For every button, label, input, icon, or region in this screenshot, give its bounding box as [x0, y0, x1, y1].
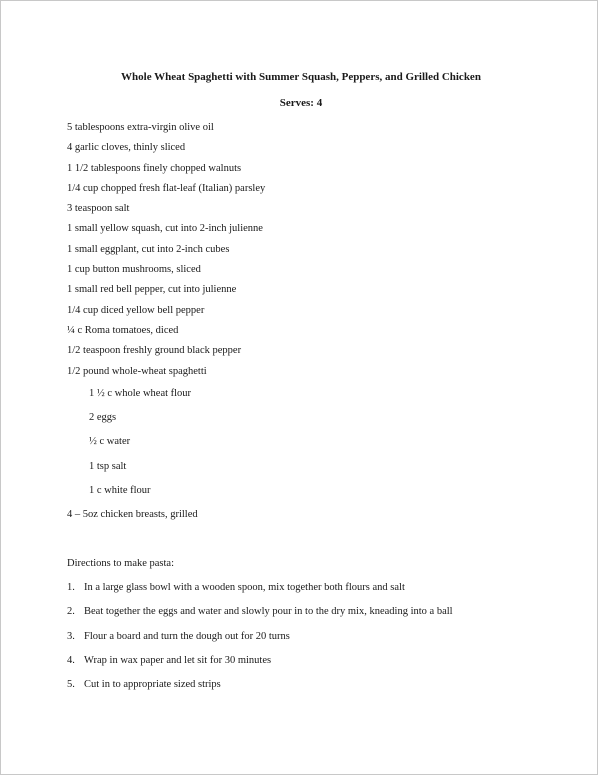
- ingredient-item: 1 small yellow squash, cut into 2-inch julienne: [67, 223, 263, 235]
- ingredient-item: 1 cup button mushrooms, sliced: [67, 264, 201, 276]
- ingredient-item: ¼ c Roma tomatoes, diced: [67, 324, 179, 336]
- pasta-ingredient-item: 1 tsp salt: [89, 460, 127, 472]
- step-text: Beat together the eggs and water and slowly pour in to the dry mix, kneading into a ball: [84, 606, 453, 618]
- step-text: In a large glass bowl with a wooden spoon, mix together both flours and salt: [84, 582, 405, 593]
- ingredient-list: [67, 121, 265, 385]
- ingredient-item: 1 1/2 tablespoons finely chopped walnuts: [67, 162, 242, 174]
- ingredient-item: 1/4 cup chopped fresh flat-leaf (Italian) parsley: [67, 182, 266, 194]
- step-number: 1.: [67, 582, 75, 593]
- directions-heading: Directions to make pasta:: [67, 558, 175, 569]
- ingredient-item: 1/2 pound whole-wheat spaghetti: [67, 365, 207, 377]
- pasta-ingredient-list: [89, 387, 191, 508]
- pasta-ingredient-item: ½ c water: [89, 436, 131, 448]
- pasta-ingredient-item: 1 ½ c whole wheat flour: [89, 388, 192, 399]
- ingredient-item: 4 garlic cloves, thinly sliced: [67, 142, 186, 154]
- direction-step: [67, 678, 453, 702]
- pasta-ingredient-item: 2 eggs: [89, 412, 117, 424]
- direction-step: [67, 605, 453, 629]
- ingredient-item: 1/2 teaspoon freshly ground black pepper: [67, 345, 242, 357]
- step-text: Cut in to appropriate sized strips: [84, 679, 221, 691]
- ingredient-item: 1/4 cup diced yellow bell pepper: [67, 304, 205, 316]
- ingredient-item: 3 teaspoon salt: [67, 203, 130, 215]
- recipe-title: Whole Wheat Spaghetti with Summer Squash, Peppers, and Grilled Chicken: [121, 71, 481, 83]
- direction-step: [67, 630, 453, 654]
- direction-step: [67, 581, 453, 605]
- ingredient-item: 1 small red bell pepper, cut into julienne: [67, 284, 237, 296]
- ingredient-item: 1 small eggplant, cut into 2-inch cubes: [67, 243, 230, 255]
- chicken-ingredient: 4 – 5oz chicken breasts, grilled: [67, 509, 198, 520]
- ingredient-item: 5 tablespoons extra-virgin olive oil: [67, 122, 214, 133]
- step-number: 5.: [67, 679, 75, 691]
- recipe-serves: Serves: 4: [279, 97, 323, 109]
- step-number: 3.: [67, 630, 75, 642]
- step-text: Flour a board and turn the dough out for 20 turns: [84, 630, 290, 642]
- directions-list: [67, 581, 453, 702]
- step-text: Wrap in wax paper and let sit for 30 minutes: [84, 654, 272, 666]
- direction-step: [67, 654, 453, 678]
- pasta-ingredient-item: 1 c white flour: [89, 484, 151, 496]
- step-number: 2.: [67, 606, 75, 618]
- step-number: 4.: [67, 654, 75, 666]
